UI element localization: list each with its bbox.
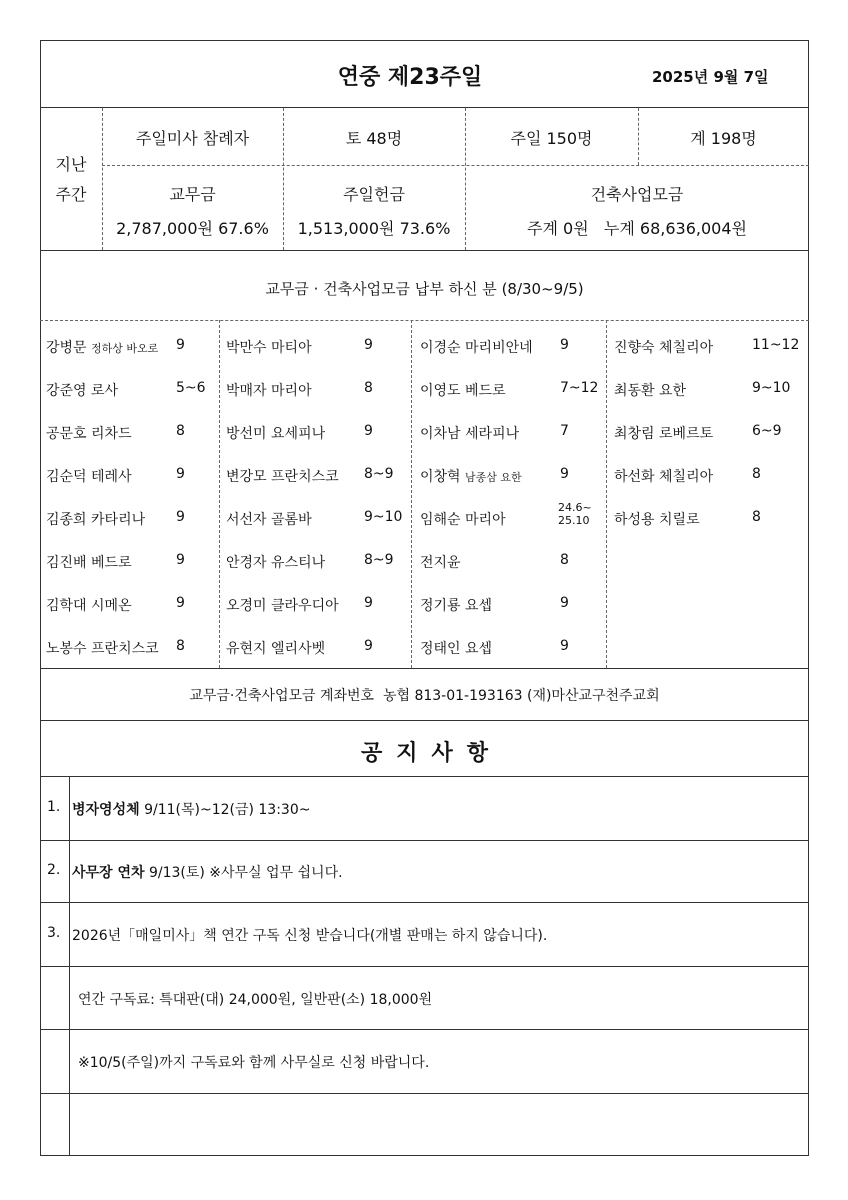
- donor-entry: [46, 552, 132, 572]
- donor-entry: [420, 466, 522, 486]
- donor-name: 김순덕: [46, 469, 92, 485]
- donor-entry: [46, 466, 132, 486]
- donor-baptismal-name: 체칠리아: [659, 469, 714, 485]
- donor-entry: [226, 552, 325, 572]
- donor-name: 김종희: [46, 512, 92, 528]
- donor-name: 서선자: [226, 512, 272, 528]
- donor-months: 9: [176, 595, 185, 611]
- donor-name: 최창림: [614, 426, 660, 442]
- donor-baptismal-name: 요한: [659, 383, 687, 399]
- donor-months: 8: [752, 509, 761, 525]
- saturday-count: 토 48명: [345, 129, 403, 148]
- heongeum-value: 1,513,000원 73.6%: [297, 219, 451, 238]
- donor-baptismal-name: 세라피나: [465, 426, 520, 442]
- account-info: 교무금·건축사업모금 계좌번호 농협 813-01-193163 (재)마산교구천주교회: [189, 688, 660, 704]
- donor-months: 9: [176, 337, 185, 353]
- donor-entry: [614, 509, 700, 529]
- donor-name: 전지윤: [420, 555, 461, 571]
- donor-name: 노봉수: [46, 641, 92, 657]
- donor-baptismal-name: 체칠리아: [659, 340, 714, 356]
- divider: [40, 107, 809, 108]
- donor-baptismal-name: 리차드: [91, 426, 132, 442]
- donor-baptismal-name: 시메온: [91, 598, 132, 614]
- donor-entry: [46, 337, 158, 357]
- donor-entry: [46, 509, 145, 529]
- donor-name: 강병문: [46, 340, 92, 356]
- kyomu-value: 2,787,000원 67.6%: [116, 219, 269, 238]
- donor-name: 최동환: [614, 383, 660, 399]
- donor-months: 8: [176, 638, 185, 654]
- donor-entry: [226, 380, 312, 400]
- donor-baptismal-name: 프란치스코: [91, 641, 159, 657]
- donor-months: 8~9: [364, 552, 394, 568]
- donor-entry: [614, 466, 713, 486]
- donor-months: 9: [364, 638, 373, 654]
- donor-months: 7: [560, 423, 569, 439]
- donor-baptismal-name: 요세피나: [271, 426, 326, 442]
- notice-title: 사무장 연차: [72, 865, 145, 881]
- donor-months: 5~6: [176, 380, 206, 396]
- donor-baptismal-name: 요셉: [465, 598, 493, 614]
- donor-baptismal-name: 마리아: [465, 512, 506, 528]
- donor-baptismal-name: 마티아: [271, 340, 312, 356]
- donor-months: 9: [560, 638, 569, 654]
- donor-name: 정태인: [420, 641, 466, 657]
- donor-entry: [614, 380, 686, 400]
- notice-item: [72, 799, 310, 819]
- donor-entry: [420, 595, 492, 615]
- donors-heading: 교무금 · 건축사업모금 납부 하신 분 (8/30~9/5): [265, 280, 584, 298]
- notice-item: [72, 925, 547, 945]
- donor-baptismal-name: 클라우디아: [271, 598, 339, 614]
- donor-entry: [226, 509, 312, 529]
- donor-baptismal-name: 베드로: [91, 555, 132, 571]
- donor-name: 안경자: [226, 555, 272, 571]
- donor-baptismal-name: 마리비안네: [465, 340, 533, 356]
- donor-baptismal-name: 엘리사벳: [271, 641, 326, 657]
- donor-name: 박만수: [226, 340, 272, 356]
- donor-entry: [420, 380, 506, 400]
- donor-months: 9: [176, 552, 185, 568]
- donor-months: 9~10: [752, 380, 791, 396]
- donor-months: 9: [364, 337, 373, 353]
- notice-text: 2026년「매일미사」책 연간 구독 신청 받습니다(개별 판매는 하지 않습니다).: [72, 928, 548, 944]
- donor-baptismal-name: 치릴로: [659, 512, 700, 528]
- donor-name: 방선미: [226, 426, 272, 442]
- donor-name: 박매자: [226, 383, 272, 399]
- sunday-count: 주일 150명: [510, 129, 593, 148]
- donor-entry: [420, 509, 506, 529]
- donor-entry: [226, 423, 325, 443]
- donor-months: 9: [176, 509, 185, 525]
- donor-entry: [46, 380, 118, 400]
- donor-entry: [420, 638, 492, 658]
- notice-item: [72, 862, 343, 882]
- notice-number: 2.: [47, 862, 61, 878]
- donor-months: 8: [364, 380, 373, 396]
- notice-text: ※10/5(주일)까지 구독료와 함께 사무실로 신청 바랍니다.: [78, 1055, 430, 1071]
- donor-baptismal-name: 남종삼 요한: [465, 471, 522, 484]
- donor-name: 진향숙: [614, 340, 660, 356]
- donor-entry: [226, 337, 312, 357]
- donor-name: 하성용: [614, 512, 660, 528]
- donor-entry: [420, 552, 461, 572]
- donor-entry: [614, 337, 713, 357]
- donor-months: 9: [364, 423, 373, 439]
- donor-name: 김학대: [46, 598, 92, 614]
- donor-months: 8~9: [364, 466, 394, 482]
- donor-months: 6~9: [752, 423, 782, 439]
- attendance-label: 주일미사 참례자: [135, 129, 250, 148]
- notices-heading: 공지사항: [360, 741, 502, 766]
- donor-months: 9: [560, 595, 569, 611]
- donor-months: 9: [176, 466, 185, 482]
- notice-number: 1.: [47, 799, 61, 815]
- donor-months: 9: [364, 595, 373, 611]
- donor-months: 9: [560, 466, 569, 482]
- donor-entry: [46, 638, 159, 658]
- building-label: 건축사업모금: [590, 185, 684, 204]
- donor-baptismal-name: 골롬바: [271, 512, 312, 528]
- donor-baptismal-name: 프란치스코: [271, 469, 339, 485]
- donor-entry: [226, 466, 339, 486]
- donor-baptismal-name: 로베르토: [659, 426, 714, 442]
- donor-months: 9~10: [364, 509, 403, 525]
- donor-entry: [420, 423, 519, 443]
- last-week-label: 지난 주간: [55, 155, 87, 204]
- donor-name: 하선화: [614, 469, 660, 485]
- donor-baptismal-name: 테레사: [91, 469, 132, 485]
- donor-baptismal-name: 요셉: [465, 641, 493, 657]
- donor-name: 정기룡: [420, 598, 466, 614]
- bulletin-date: 2025년 9월 7일: [652, 68, 769, 86]
- notice-text: 연간 구독료: 특대판(대) 24,000원, 일반판(소) 18,000원: [78, 991, 433, 1008]
- donor-entry: [420, 337, 533, 357]
- donor-baptismal-name: 로사: [91, 383, 119, 399]
- donor-baptismal-name: 카타리나: [91, 512, 146, 528]
- donor-entry: [614, 423, 713, 443]
- donor-name: 김진배: [46, 555, 92, 571]
- donor-entry: [226, 638, 325, 658]
- donor-months: 8: [560, 552, 569, 568]
- donor-entry: [46, 595, 132, 615]
- donor-name: 이경순: [420, 340, 466, 356]
- donor-months: 8: [176, 423, 185, 439]
- donor-name: 이창혁: [420, 469, 466, 485]
- notice-item: [78, 989, 432, 1009]
- donor-name: 이차남: [420, 426, 466, 442]
- donor-name: 강준영: [46, 383, 92, 399]
- donor-months: 24.6~ 25.10: [558, 501, 592, 527]
- donor-months: 8: [752, 466, 761, 482]
- donor-baptismal-name: 정하상 바오로: [91, 342, 159, 355]
- donor-name: 변강모: [226, 469, 272, 485]
- notice-number: 3.: [47, 925, 61, 941]
- donor-name: 이영도: [420, 383, 466, 399]
- heongeum-label: 주일헌금: [343, 185, 405, 204]
- donor-baptismal-name: 베드로: [465, 383, 506, 399]
- donor-baptismal-name: 마리아: [271, 383, 312, 399]
- donor-months: 9: [560, 337, 569, 353]
- donor-name: 유현지: [226, 641, 272, 657]
- notice-text: 9/11(목)~12(금) 13:30~: [139, 802, 311, 818]
- notice-item: [78, 1052, 429, 1072]
- donor-months: 11~12: [752, 337, 800, 353]
- donor-name: 오경미: [226, 598, 272, 614]
- total-count: 계 198명: [690, 129, 757, 148]
- page-title: 연중 제23주일: [337, 65, 483, 90]
- donor-entry: [226, 595, 339, 615]
- notice-title: 병자영성체: [72, 802, 140, 818]
- donor-entry: [46, 423, 132, 443]
- donor-months: 7~12: [560, 380, 599, 396]
- donor-baptismal-name: 유스티나: [271, 555, 326, 571]
- kyomu-label: 교무금: [169, 185, 216, 204]
- notice-text: 9/13(토) ※사무실 업무 쉽니다.: [144, 865, 343, 881]
- donor-name: 공문호: [46, 426, 92, 442]
- donor-name: 임해순: [420, 512, 466, 528]
- building-value: 주계 0원 누계 68,636,004원: [527, 219, 747, 238]
